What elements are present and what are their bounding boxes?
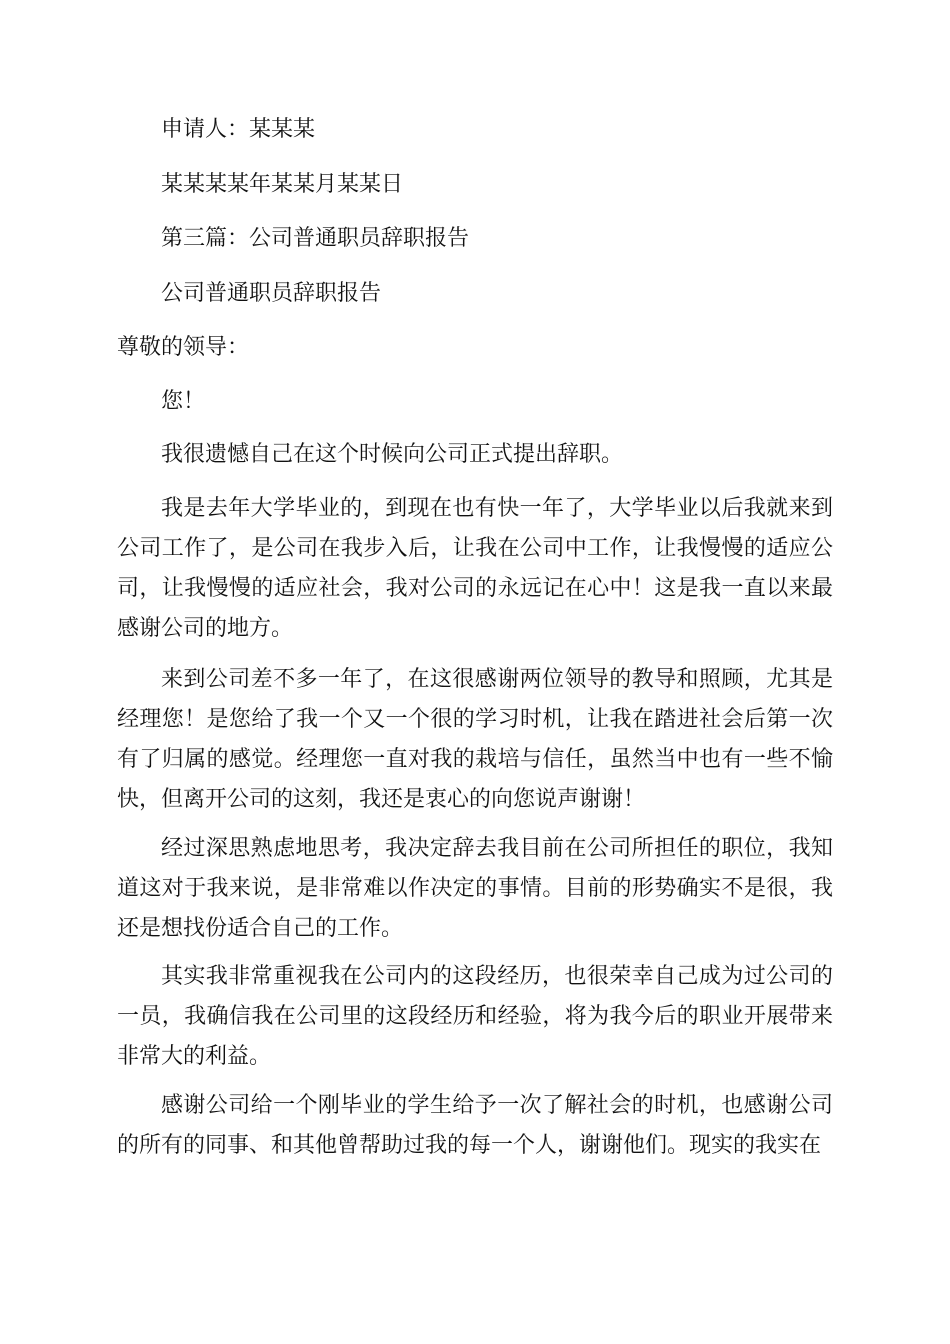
date-line: 某某某某年某某月某某日 [161, 172, 404, 197]
paragraph-4: 经过深思熟虑地思考，我决定辞去我目前在公司所担任的职位，我知道这对于我来说，是非常难以作决定的事情。目前的形势确实不是很，我还是想找份适合自己的工作。 [117, 836, 833, 941]
paragraph-3: 来到公司差不多一年了，在这很感谢两位领导的教导和照顾，尤其是经理您！是您给了我一个又一个很的学习时机，让我在踏进社会后第一次有了归属的感觉。经理您一直对我的栽培与信任，虽然当中也有一些不愉快，但离开公司的这刻，我还是衷心的向您说声谢谢！ [117, 667, 833, 812]
applicant-line: 申请人：某某某 [161, 117, 316, 142]
paragraph-2: 我是去年大学毕业的，到现在也有快一年了，大学毕业以后我就来到公司工作了，是公司在我步入后，让我在公司中工作，让我慢慢的适应公司，让我慢慢的适应社会，我对公司的永远记在心中！这是我一直以来最感谢公司的地方。 [117, 496, 833, 641]
salutation: 尊敬的领导： [117, 335, 250, 360]
greeting: 您！ [161, 389, 206, 414]
paragraph-1: 我很遗憾自己在这个时候向公司正式提出辞职。 [161, 442, 624, 467]
report-title: 公司普通职员辞职报告 [161, 281, 382, 306]
chapter-title: 第三篇：公司普通职员辞职报告 [161, 226, 470, 251]
paragraph-5: 其实我非常重视我在公司内的这段经历，也很荣幸自己成为过公司的一员，我确信我在公司里的这段经历和经验，将为我今后的职业开展带来非常大的利益。 [117, 964, 833, 1069]
paragraph-6: 感谢公司给一个刚毕业的学生给予一次了解社会的时机，也感谢公司的所有的同事、和其他曾帮助过我的每一个人，谢谢他们。现实的我实在 [117, 1093, 833, 1158]
